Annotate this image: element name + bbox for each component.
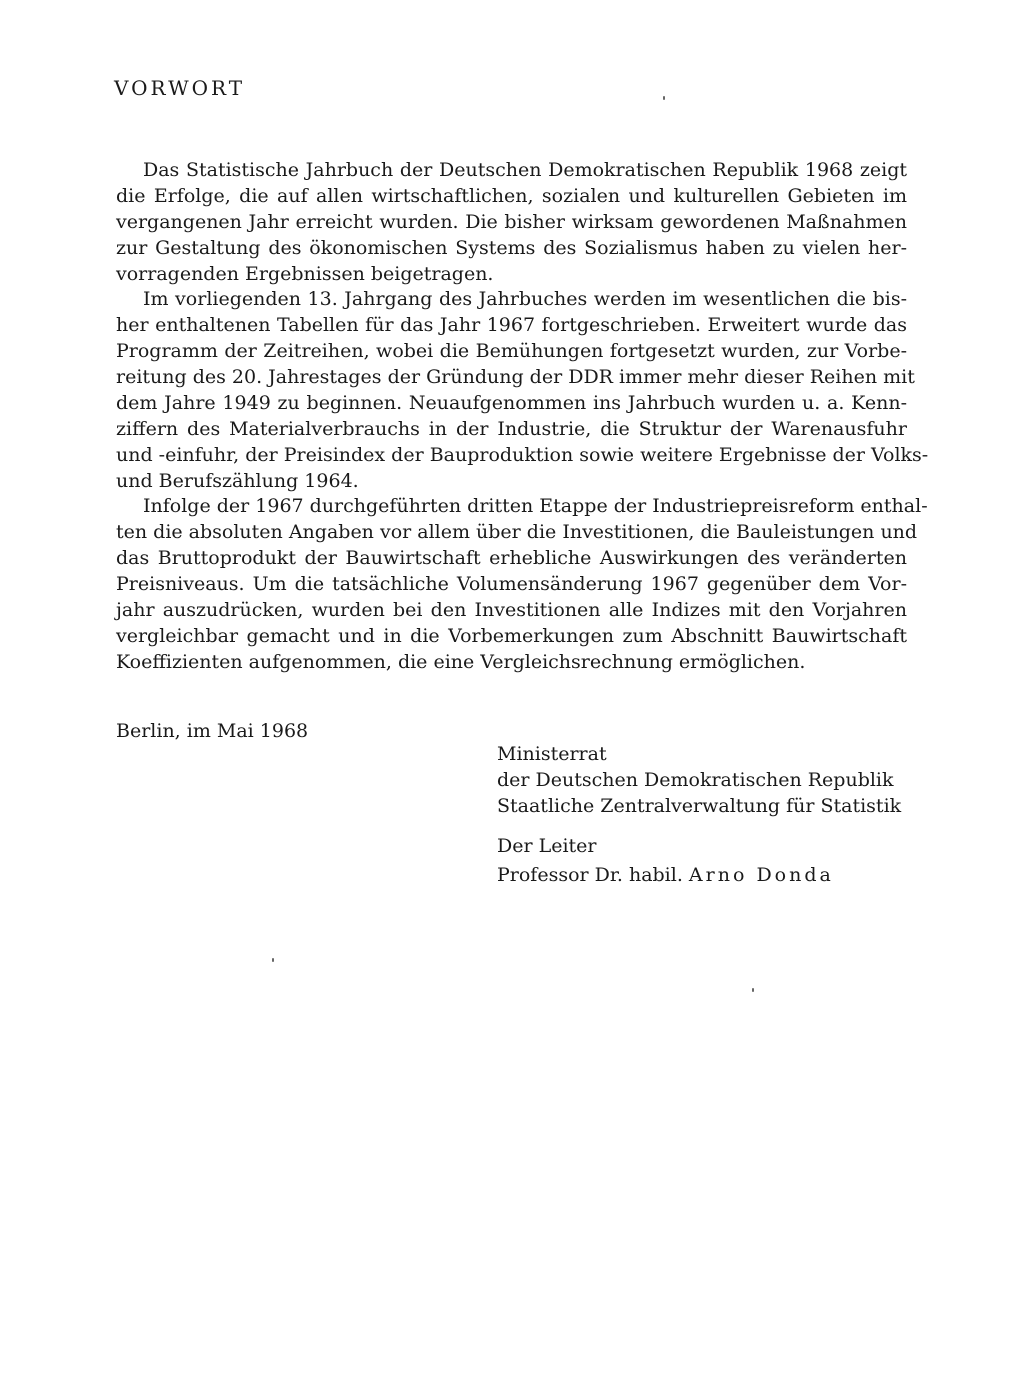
- paragraph-line: ziffern des Materialverbrauchs in der Industrie, die Struktur der Warenausfuhr: [116, 418, 907, 440]
- scan-speck: [272, 958, 274, 962]
- paragraph-line: die Erfolge, die auf allen wirtschaftlichen, sozialen und kulturellen Gebieten im: [116, 185, 907, 207]
- paragraph-line: Preisniveaus. Um die tatsächliche Volumensänderung 1967 gegenüber dem Vor-: [116, 573, 907, 595]
- signature-org-line: Staatliche Zentralverwaltung für Statistik: [497, 795, 902, 817]
- signature-name: Arno Donda: [688, 864, 834, 886]
- place-date: Berlin, im Mai 1968: [116, 720, 309, 742]
- scan-speck: [663, 96, 665, 100]
- signature-name-line: [497, 862, 834, 888]
- paragraph-line: vergleichbar gemacht und in die Vorbemerkungen zum Abschnitt Bauwirtschaft: [116, 625, 907, 647]
- paragraph-line: Im vorliegenden 13. Jahrgang des Jahrbuches werden im wesentlichen die bis-: [143, 288, 907, 310]
- paragraph-line: Das Statistische Jahrbuch der Deutschen Demokratischen Republik 1968 zeigt: [143, 159, 907, 181]
- signature-name-prefix: Professor Dr. habil.: [497, 864, 683, 886]
- page-heading: VORWORT: [114, 76, 246, 100]
- paragraph-line: dem Jahre 1949 zu beginnen. Neuaufgenommen ins Jahrbuch wurden u. a. Kenn-: [116, 392, 907, 414]
- paragraph-line: reitung des 20. Jahrestages der Gründung der DDR immer mehr dieser Reihen mit: [116, 366, 915, 388]
- signature-org-line: der Deutschen Demokratischen Republik: [497, 769, 894, 791]
- paragraph-line: und -einfuhr, der Preisindex der Bauproduktion sowie weitere Ergebnisse der Volks-: [116, 444, 929, 466]
- paragraph-line: das Bruttoprodukt der Bauwirtschaft erhebliche Auswirkungen des veränderten: [116, 547, 907, 569]
- paragraph-line: zur Gestaltung des ökonomischen Systems des Sozialismus haben zu vielen her-: [116, 237, 907, 259]
- paragraph-line: ten die absoluten Angaben vor allem über die Investitionen, die Bauleistungen und: [116, 521, 918, 543]
- paragraph-line: jahr auszudrücken, wurden bei den Investitionen alle Indizes mit den Vorjahren: [116, 599, 907, 621]
- scan-speck: [752, 988, 754, 992]
- signature-role: Der Leiter: [497, 835, 597, 857]
- signature-org-line: Ministerrat: [497, 743, 607, 765]
- paragraph-line: her enthaltenen Tabellen für das Jahr 1967 fortgeschrieben. Erweitert wurde das: [116, 314, 907, 336]
- paragraph-line: vorragenden Ergebnissen beigetragen.: [116, 263, 494, 285]
- paragraph-line: Programm der Zeitreihen, wobei die Bemühungen fortgesetzt wurden, zur Vorbe-: [116, 340, 907, 362]
- paragraph-line: und Berufszählung 1964.: [116, 470, 359, 492]
- paragraph-line: vergangenen Jahr erreicht wurden. Die bisher wirksam gewordenen Maßnahmen: [116, 211, 907, 233]
- paragraph-line: Koeffizienten aufgenommen, die eine Vergleichsrechnung ermöglichen.: [116, 651, 806, 673]
- paragraph-line: Infolge der 1967 durchgeführten dritten Etappe der Industriepreisreform enthal-: [143, 495, 928, 517]
